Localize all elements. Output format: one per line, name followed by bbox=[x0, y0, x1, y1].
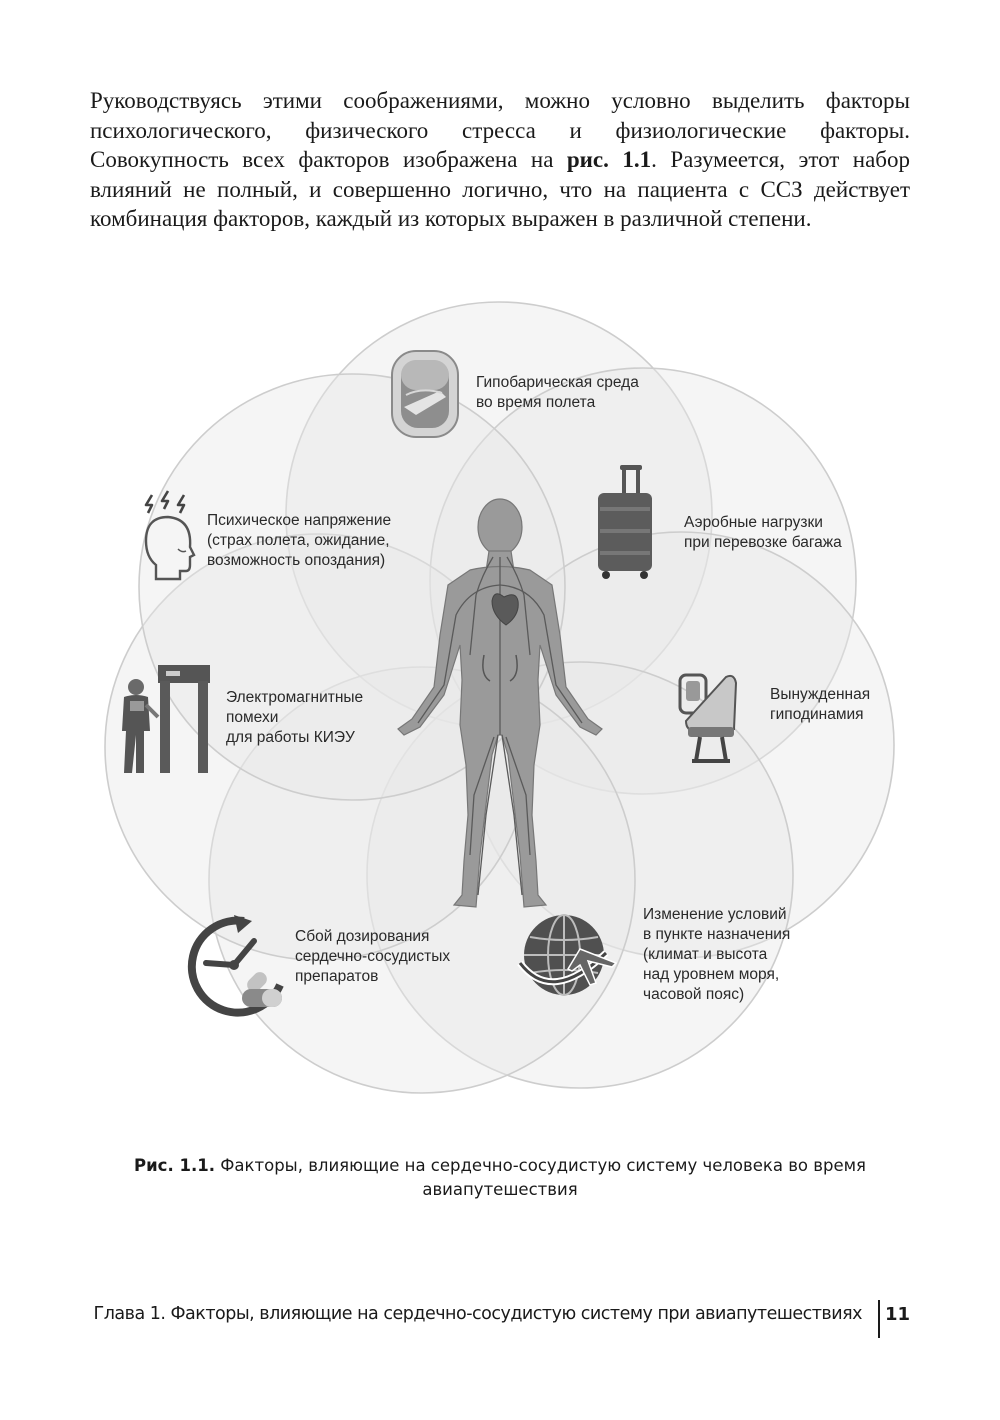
label-destination: Изменение условий в пункте назначения (климат и высота над уровнем моря, часовой пояс) bbox=[643, 906, 791, 1003]
caption-text: Факторы, влияющие на сердечно-сосудистую систему человека во время авиапутешествия bbox=[214, 1156, 866, 1199]
intro-paragraph bbox=[90, 86, 910, 234]
label-hypodynamia: Вынужденная гиподинамия bbox=[770, 686, 871, 723]
intro-text-part2: . Разумеется, этот набор влияний не полный, и совершенно логично, что на пациента с ССЗ действует комбинация факторов, каждый из которых выражен в различной степени. bbox=[90, 147, 911, 231]
footer-chapter-title: Глава 1. Факторы, влияющие на сердечно-сосудистую систему при авиапутешествиях bbox=[93, 1304, 862, 1324]
caption-label: Рис. 1.1. bbox=[134, 1156, 215, 1175]
figure-reference: рис. 1.1 bbox=[566, 147, 652, 172]
label-hypobaric: Гипобарическая среда во время полета bbox=[476, 374, 639, 411]
label-dosing: Сбой дозирования сердечно-сосудистых препаратов bbox=[295, 928, 451, 985]
airplane-window-icon bbox=[392, 351, 458, 437]
figure-1-1 bbox=[0, 295, 1000, 1105]
label-psychic: Психическое напряжение (страх полета, ожидание, возможность опоздания) bbox=[207, 512, 392, 569]
footer-divider bbox=[878, 1300, 880, 1338]
page-footer bbox=[90, 1300, 910, 1340]
label-aerobic: Аэробные нагрузки при перевозке багажа bbox=[684, 514, 842, 551]
page-number: 11 bbox=[884, 1304, 910, 1325]
intro-text-part1: Руководствуясь этими соображениями, можно условно выделить факторы психологического, физического стресса и физиологические факторы. Совокупность всех факторов изображена на bbox=[90, 88, 910, 172]
label-electromagnetic: Электромагнитные помехи для работы КИЭУ bbox=[226, 689, 364, 746]
figure-caption bbox=[90, 1154, 910, 1202]
